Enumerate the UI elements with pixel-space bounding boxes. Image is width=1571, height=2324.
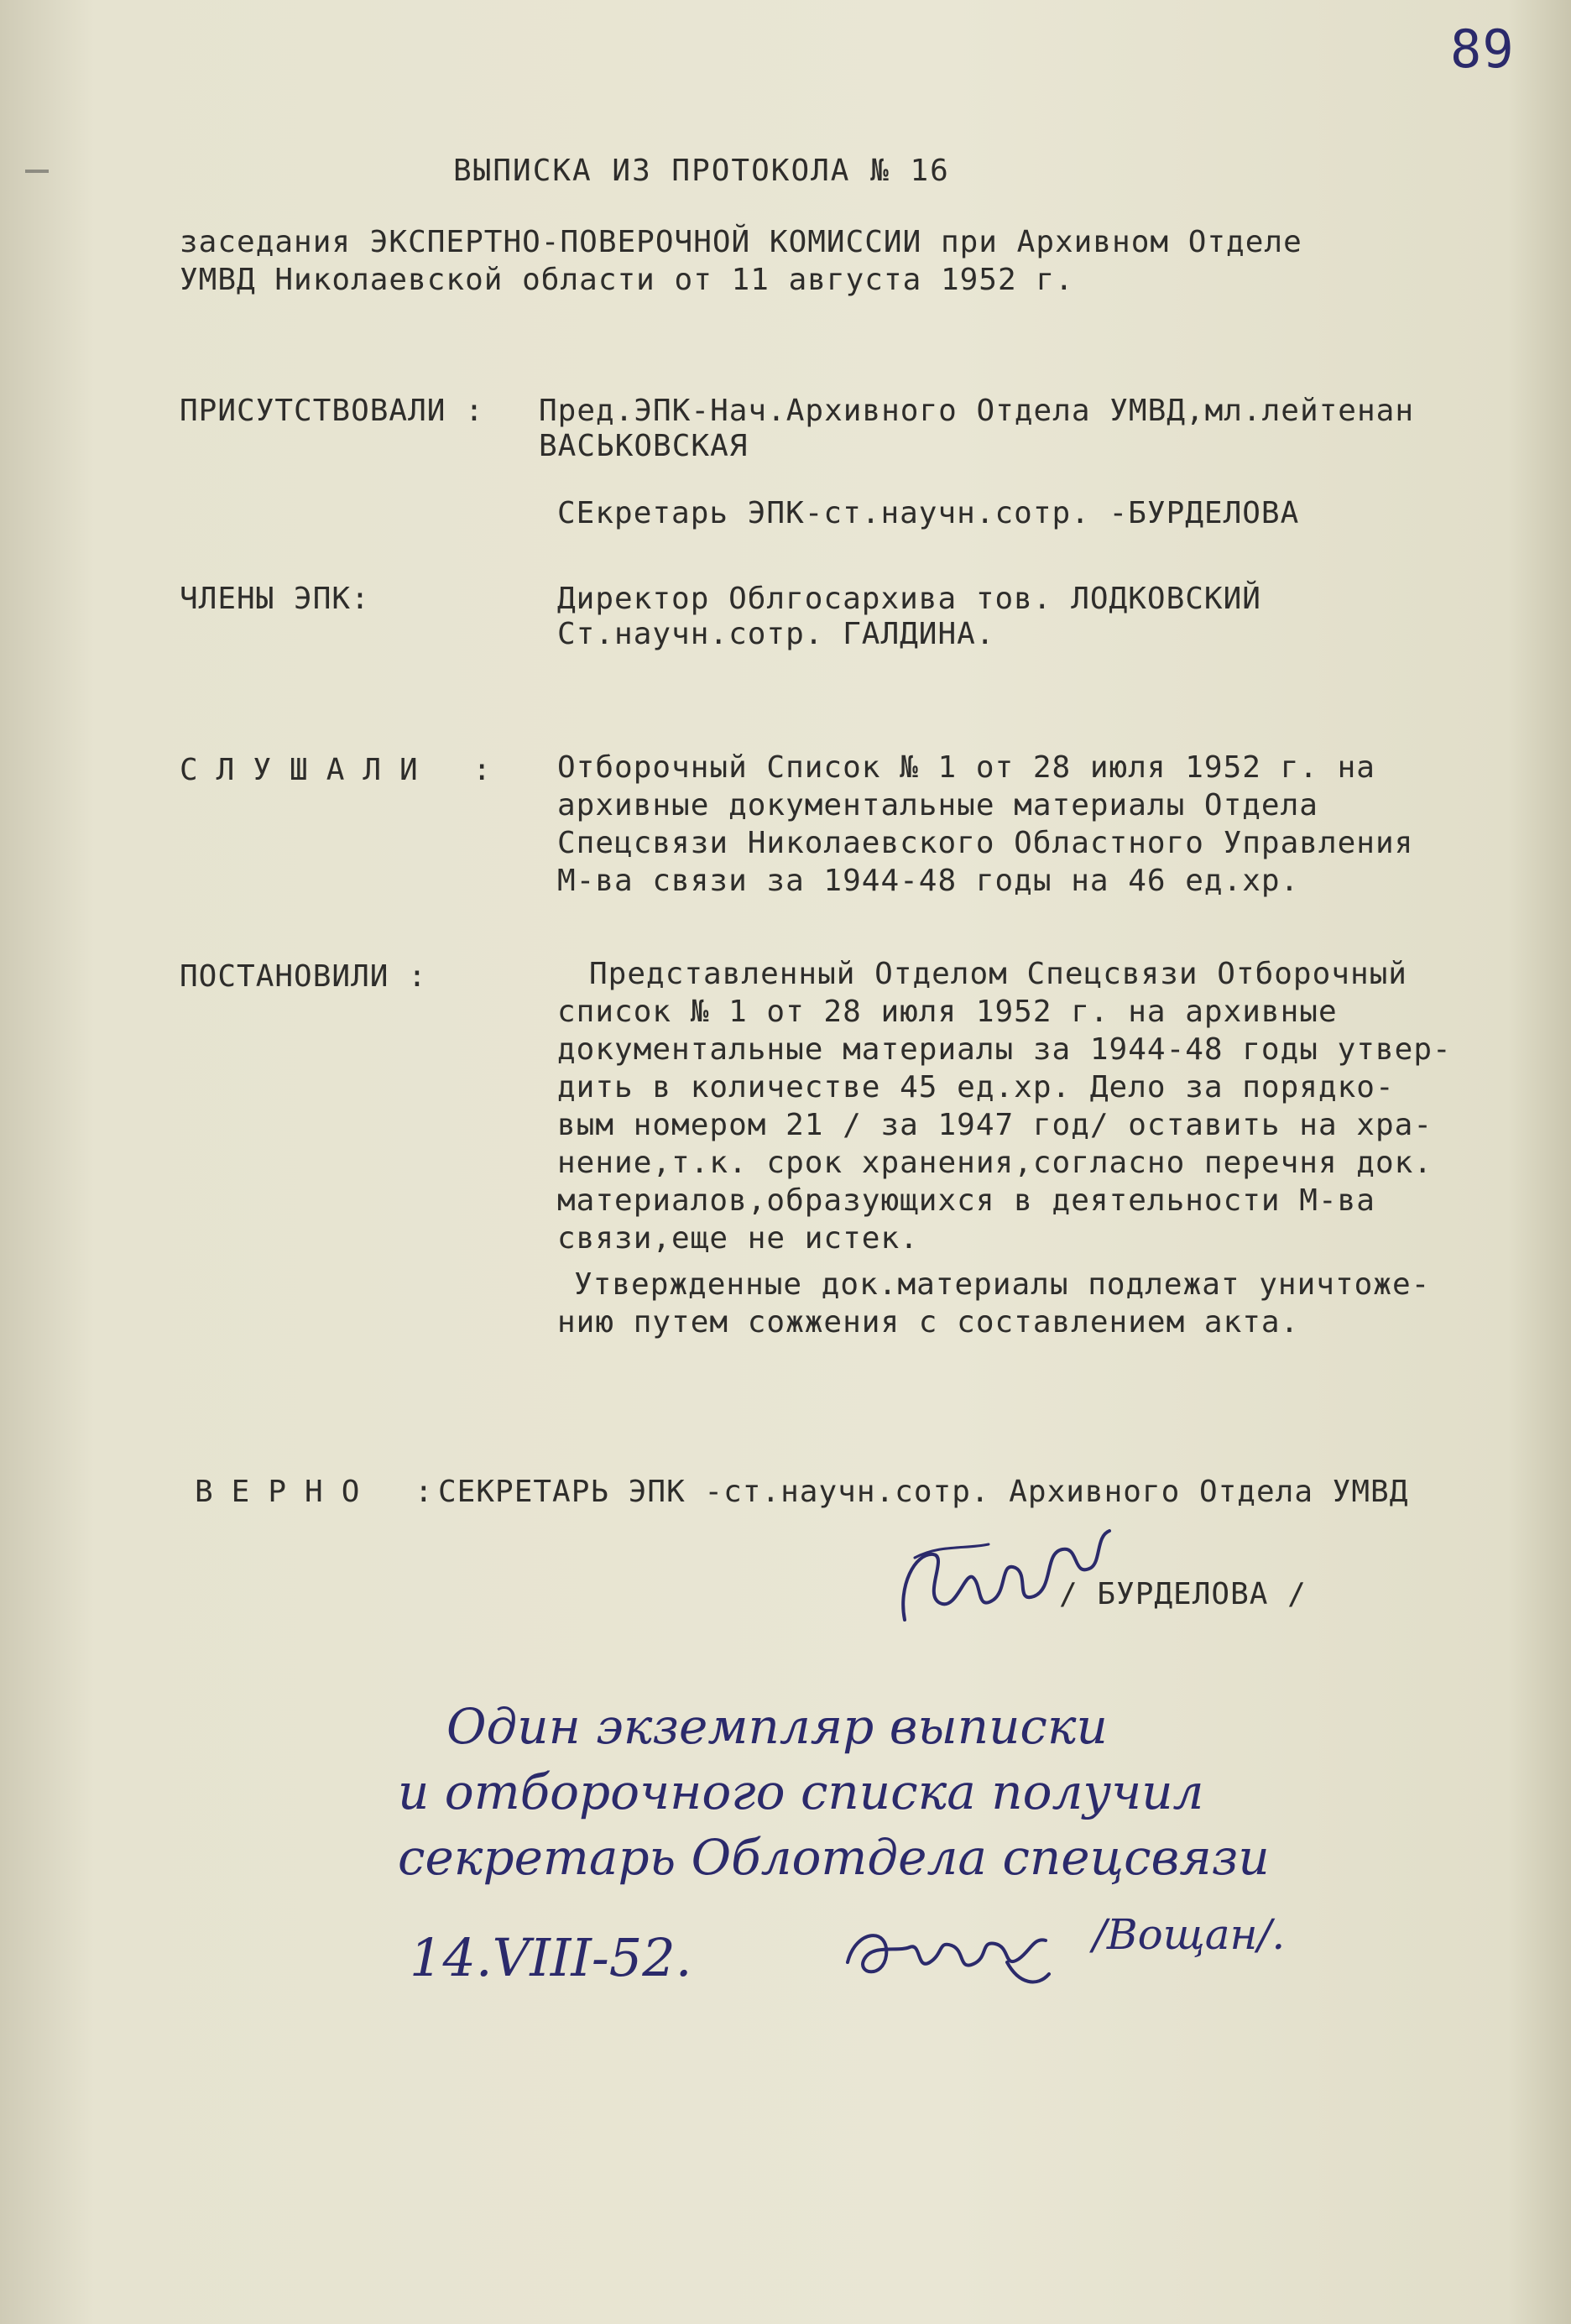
heard-text [557,749,1413,900]
resolved-line: Представленный Отделом Спецсвязи Отборочный [589,957,1407,991]
present-chair-name: ВАСЬКОВСКАЯ [539,429,749,463]
resolved-text-2 [557,1266,1430,1341]
handwritten-date: 14.VIII-52. [410,1927,692,1988]
resolved-line: дить в количестве 45 ед.хр. Дело за порядко- [557,1070,1395,1105]
recipient-name: /Вощан/. [1093,1910,1286,1959]
heard-line: М-ва связи за 1944-48 годы на 46 ед.хр. [557,864,1300,898]
resolved-line: нение,т.к. срок хранения,согласно перечня док. [557,1146,1433,1180]
resolved-label: ПОСТАНОВИЛИ : [180,959,427,994]
certified-text: СЕКРЕТАРЬ ЭПК -ст.научн.сотр. Архивного Отдела УМВД [438,1475,1409,1509]
present-chair: Пред.ЭПК-Нач.Архивного Отдела УМВД,мл.лейтенан [539,394,1414,428]
resolved-line: документальные материалы за 1944-48 годы утвер- [557,1032,1452,1067]
page-number: 89 [1450,18,1515,80]
heard-line: Отборочный Список № 1 от 28 июля 1952 г. на [557,750,1375,785]
heard-label: СЛУШАЛИ : [180,753,510,787]
handwritten-line: и отборочного списка получил [398,1763,1204,1820]
present-secretary: СЕкретарь ЭПК-ст.научн.сотр. -БУРДЕЛОВА [557,496,1300,530]
resolved-text [557,955,1452,1257]
members-line: Ст.научн.сотр. ГАЛДИНА. [557,617,995,651]
members-label: ЧЛЕНЫ ЭПК: [180,582,370,616]
heard-line: Спецсвязи Николаевского Областного Управления [557,826,1414,860]
resolved-line: материалов,образующихся в деятельности М-ва [557,1183,1375,1218]
members-line: Директор Облгосархива тов. ЛОДКОВСКИЙ [557,582,1261,616]
subtitle-line: УМВД Николаевской области от 11 августа 1952 г. [180,263,1074,297]
resolved-line: Утвержденные док.материалы подлежат уничтоже- [574,1267,1431,1302]
document-subtitle [180,223,1302,299]
recipient-signature [839,1904,1074,1996]
certified-name: / БУРДЕЛОВА / [1059,1577,1307,1611]
heard-line: архивные документальные материалы Отдела [557,788,1318,823]
resolved-line: нию путем сожжения с составлением акта. [557,1305,1300,1340]
resolved-line: связи,еще не истек. [557,1221,919,1256]
handwritten-line: секретарь Облотдела спецсвязи [398,1829,1270,1886]
handwritten-line: Один экземпляр выписки [446,1698,1108,1755]
document-title: ВЫПИСКА ИЗ ПРОТОКОЛА № 16 [453,154,950,188]
resolved-line: список № 1 от 28 июля 1952 г. на архивные [557,995,1338,1029]
certified-label: ВЕРНО : [195,1475,451,1509]
resolved-line: вым номером 21 / за 1947 год/ оставить на хра- [557,1108,1433,1142]
subtitle-line: заседания ЭКСПЕРТНО-ПОВЕРОЧНОЙ КОМИССИИ при Архивном Отделе [180,225,1302,259]
present-label: ПРИСУТСТВОВАЛИ : [180,394,484,428]
margin-mark [25,170,49,173]
